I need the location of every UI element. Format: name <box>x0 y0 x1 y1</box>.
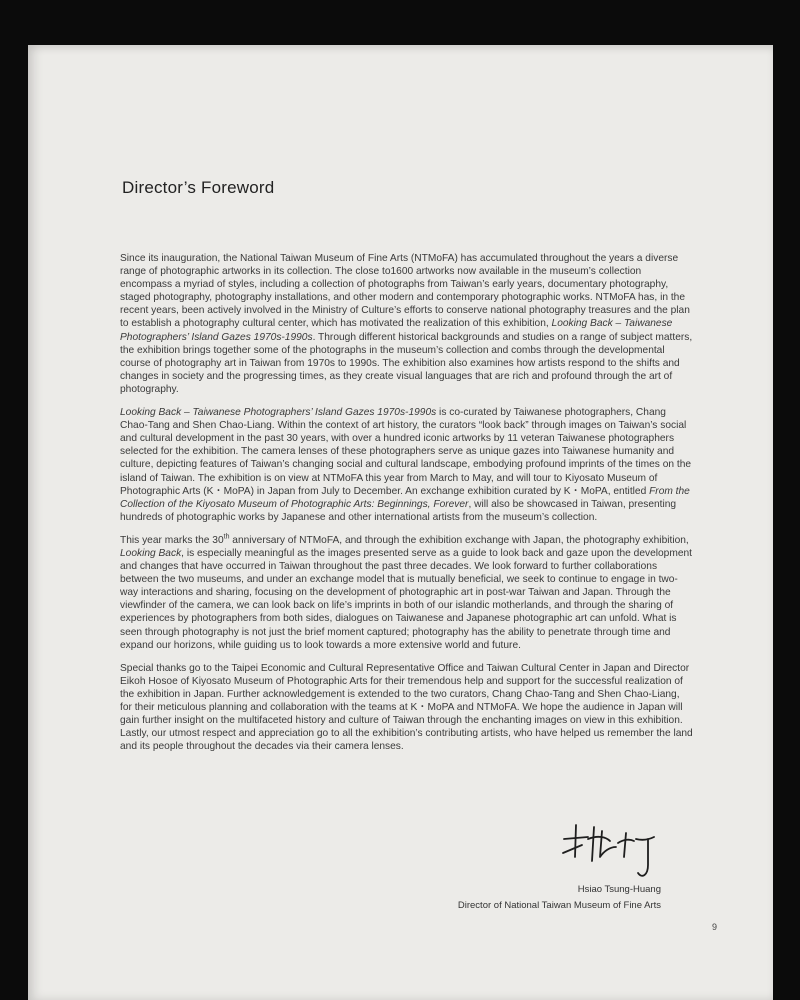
paragraph-4 <box>120 662 694 754</box>
paragraph-2 <box>120 406 694 524</box>
signatory-name: Hsiao Tsung-Huang <box>577 884 661 895</box>
paragraph-2-run-1: Looking Back – Taiwanese Photographers’ Island Gazes 1970s-1990s <box>120 407 437 419</box>
handwritten-signature <box>558 817 668 883</box>
paragraph-2-run-3: From the Collection of the Kiyosato Museum of Photographic Arts: Beginnings, Forever <box>120 485 690 510</box>
paragraph-2-run-2: is co-curated by Taiwanese photographers, Chang Chao-Tang and Shen Chao-Liang. Within the context of art history, the curators “look back” through images on Taiwan’s social and cultural development in the past 30 years, with over a hundred iconic artworks by 11 veteran Taiwanese photographers selected for the exhibition. The camera lenses of these photographers serve as unique gazes into Taiwanese humanity and culture, depicting features of Taiwan’s changing social and cultural landscape, embodying profound imprints of the times on the island of Taiwan. The exhibition is on view at NTMoFA this year from March to May, and will tour to Kiyosato Museum of Photographic Arts (K・MoPA) in Japan from July to December. An exchange exhibition curated by K・MoPA, entitled <box>120 407 692 497</box>
ordinal-superscript: th <box>223 533 230 541</box>
page-number: 9 <box>711 922 717 932</box>
page-title: Director’s Foreword <box>122 178 275 197</box>
paragraph-2-run-4: , will also be showcased in Taiwan, presenting hundreds of photographic works by Japanese and other international artists from the museum’s collection. <box>120 498 677 523</box>
paragraph-1-run-3: . Through different historical backgrounds and studies on a range of subject matters, the exhibition brings together some of the photographs in the museum’s collection and combs through the developmental course of photography art in Taiwan from 1970s to 1990s. The exhibition also examines how artists respond to the shifts and changes in society and the progressing times, as they create visual languages that are rich and profound through the art of photography. <box>120 331 693 395</box>
paragraph-3-run-4: Looking Back <box>120 547 182 559</box>
paragraph-4-run-1: Special thanks go to the Taipei Economic and Cultural Representative Office and Taiwan Cultural Center in Japan and Director Eikoh Hosoe of Kiyosato Museum of Photographic Arts for their tremendous help and support for the successful realization of the exhibition in Japan. Further acknowledgement is extended to the two curators, Chang Chao-Tang and Shen Chao-Liang, for their meticulous planning and collaboration with the teams at K・MoPA and NTMoFA. We hope the audience in Japan will gain further insight on the multifaceted history and culture of Taiwan through the enchanting images on view in this exhibition. Lastly, our utmost respect and appreciation go to all the exhibition’s contributing artists, who have helped us remember the land and its people throughout the decades via their camera lenses. <box>120 662 693 753</box>
paragraph-1-run-1: Since its inauguration, the National Taiwan Museum of Fine Arts (NTMoFA) has accumulated throughout the years a diverse range of photographic artworks in its collection. The close to1600 artworks now available in the museum’s collection encompass a myriad of styles, including a collection of photographs from Taiwan’s early years, documentary photography, staged photography, photography installations, and other modern and contemporary photographic works. NTMoFA has, in the recent years, been actively involved in the Ministry of Culture’s efforts to conserve national photography treasures and the plan to establish a photography cultural center, which has motivated the realization of this exhibition, <box>120 253 690 330</box>
paragraph-1 <box>120 252 694 396</box>
paragraph-3-run-3: anniversary of NTMoFA, and through the exhibition exchange with Japan, the photography exhibition, <box>229 534 689 546</box>
paragraph-1-run-2: Looking Back – Taiwanese Photographers’ Island Gazes 1970s-1990s <box>120 318 673 343</box>
paragraph-3-run-5: , is especially meaningful as the images presented serve as a guide to look back and gaze upon the development and changes that have occurred in Taiwan throughout the past three decades. We look forward to further collaborations between the two museums, and under an exchange model that is mutually beneficial, we seek to continue to engage in two-way interactions and sharing, focusing on the development of photographic art in post-war Taiwan and Japan. Through the viewfinder of the camera, we can look back on life’s imprints in both of our islandic motherlands, and through the sharing of experiences by photographers from both sides, dialogues on Taiwanese and Japanese photographic art can unfold. What is seen through photography is not just the brief moment captured; photography has the ability to penetrate through time and expand our horizons, while guiding us to look towards a more extensive world and future. <box>120 547 692 651</box>
paragraph-3 <box>120 534 694 652</box>
signatory-title: Director of National Taiwan Museum of Fine Arts <box>457 900 661 911</box>
paragraph-3-run-1: This year marks the 30 <box>120 534 224 546</box>
foreword-body <box>120 252 694 763</box>
book-page <box>28 45 773 1000</box>
